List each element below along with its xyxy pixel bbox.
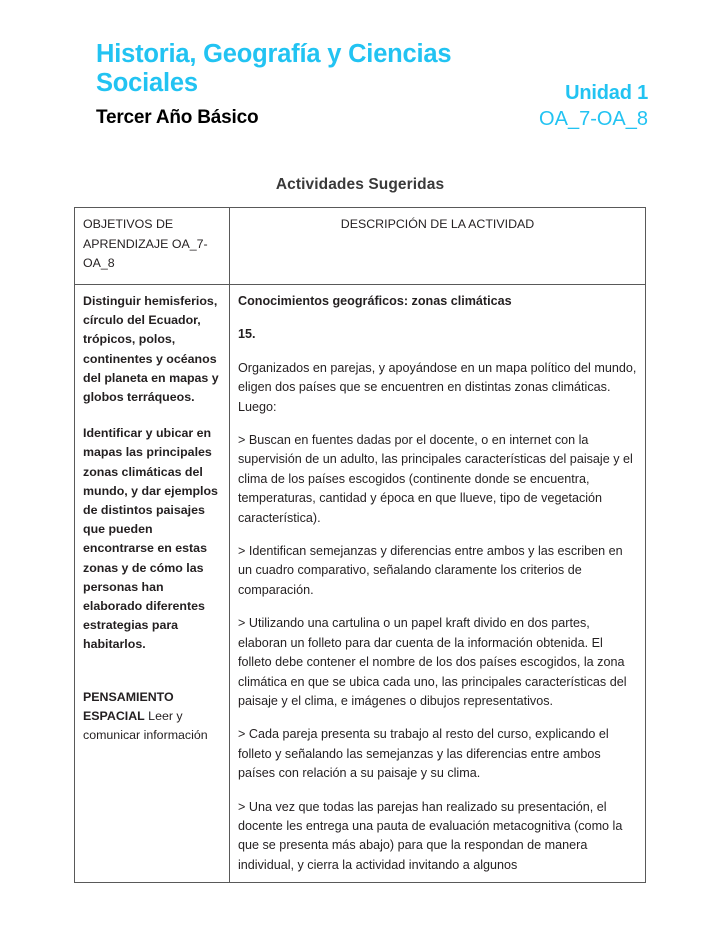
skill-text: Leer y comunicar información: [83, 708, 208, 743]
activity-number: 15.: [238, 327, 256, 342]
activity-bullet-2: > Identifican semejanzas y diferencias entre ambos y las escriben en un cuadro comparativo, señalando claramente los criterios de comparación.: [238, 544, 623, 597]
activity-bullet-4: > Cada pareja presenta su trabajo al resto del curso, explicando el folleto y señalando las semejanzas y las diferencias entre ambos países con relación a su paisaje y su clima.: [238, 727, 609, 781]
table-row: [75, 285, 646, 883]
subject-title: Historia, Geografía y Ciencias Sociales: [96, 40, 452, 97]
column-header-objetivos: OBJETIVOS DE APRENDIZAJE OA_7-OA_8: [75, 208, 230, 285]
grade-level: Tercer Año Básico: [96, 107, 259, 128]
column-header-descripcion: DESCRIPCIÓN DE LA ACTIVIDAD: [230, 208, 646, 285]
activity-intro: Organizados en parejas, y apoyándose en un mapa político del mundo, eligen dos países que se encuentren en distintas zonas climáticas. Luego:: [238, 360, 637, 414]
activities-table: [74, 207, 646, 883]
objetivos-spacer: [83, 672, 221, 688]
table-header-row: [75, 208, 646, 285]
objetivo-paragraph-1: Distinguir hemisferios, círculo del Ecuador, trópicos, polos, continentes y océanos del planeta en mapas y globos terráqueos.: [83, 294, 219, 405]
skill-paragraph: [83, 688, 221, 746]
activity-bullet-3: > Utilizando una cartulina o un papel kraft divido en dos partes, elaboran un folleto para dar cuenta de la información obtenida. El folleto debe contener el nombre de los dos países escogidos, la zona climática en que se ubica cada uno, las principales características del paisaje y el clima, e imágenes o dibujos representativos.: [238, 616, 627, 708]
activity-heading: Conocimientos geográficos: zonas climáticas: [238, 294, 512, 308]
activity-bullet-1: > Buscan en fuentes dadas por el docente, o en internet con la supervisión de un adulto, las principales características del paisaje y el clima de los países escogidos (continente donde se encuentra, temperaturas, cantidad y época en que llueve, tipo de vegetación característica).: [238, 433, 633, 525]
cell-descripcion: [230, 285, 646, 883]
unit-label: Unidad 1: [565, 82, 648, 104]
section-title: Actividades Sugeridas: [275, 176, 445, 193]
objetivo-paragraph-2: Identificar y ubicar en mapas las principales zonas climáticas del mundo, y dar ejemplos de distintos paisajes que pueden encontrarse en estas zonas y de cómo las personas han elaborado diferentes estrategias para habitarlos.: [83, 426, 218, 652]
skill-label: PENSAMIENTO ESPACIAL: [83, 689, 174, 723]
cell-objetivos: [75, 285, 230, 883]
activity-bullet-5: > Una vez que todas las parejas han realizado su presentación, el docente les entrega una pauta de evaluación metacognitiva (como la que se presenta más abajo) para que la respondan de manera individual, y cierra la actividad invitando a algunos: [238, 799, 623, 872]
oa-code-label: OA_7-OA_8: [539, 108, 648, 130]
